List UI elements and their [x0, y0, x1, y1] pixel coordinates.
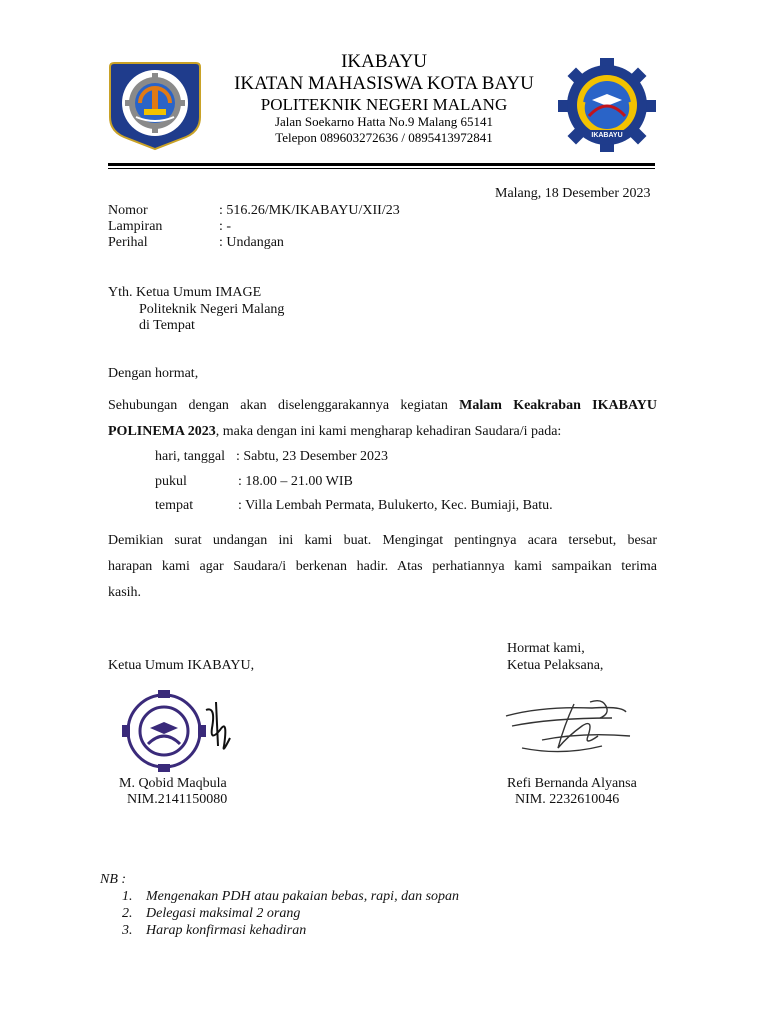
org-address: Jalan Soekarno Hatta No.9 Malang 65141 [274, 114, 494, 129]
recipient-line3: di Tempat [139, 318, 195, 333]
meta-label-perihal: Perihal [108, 235, 148, 250]
meta-label-nomor: Nomor [108, 203, 148, 218]
signer-right-title: Ketua Pelaksana, [507, 658, 604, 673]
detail-value-date: : Sabtu, 23 Desember 2023 [236, 449, 389, 464]
body-paragraph-closing [108, 528, 657, 606]
ikabayu-stamp-icon [120, 688, 240, 774]
meta-value-lampiran: : - [219, 219, 232, 234]
signer-right-greeting: Hormat kami, [507, 641, 585, 656]
detail-value-time: : 18.00 – 21.00 WIB [238, 474, 353, 489]
event-name-part2: POLINEMA 2023 [108, 424, 216, 439]
signer-right-nim: NIM. 2232610046 [515, 792, 620, 807]
closing-line2: harapan kami agar Saudara/i berkenan hadir. Atas perhatiannya kami sampaikan terima [108, 559, 657, 574]
recipient-line2: Politeknik Negeri Malang [139, 302, 285, 317]
greeting: Dengan hormat, [108, 366, 199, 381]
meta-value-perihal: : Undangan [219, 235, 284, 250]
institution-name: POLITEKNIK NEGERI MALANG [260, 95, 508, 114]
closing-line3: kasih. [108, 585, 142, 600]
org-short-name: IKABAYU [341, 51, 427, 72]
body-paragraph-intro [108, 393, 657, 445]
signer-left-nim: NIM.2141150080 [127, 792, 228, 807]
detail-label-place: tempat [155, 498, 194, 513]
place-date: Malang, 18 Desember 2023 [495, 186, 651, 201]
letterhead-rule-thin [108, 168, 655, 169]
handwritten-signature-icon [502, 696, 634, 760]
notes-list [122, 888, 459, 939]
signer-left-title: Ketua Umum IKABAYU, [108, 658, 255, 673]
notes-heading: NB : [100, 872, 127, 887]
body-intro-line2: POLINEMA 2023, maka dengan ini kami mengharap kehadiran Saudara/i pada: [108, 424, 562, 439]
recipient-line1: Yth. Ketua Umum IMAGE [108, 285, 262, 300]
note-item: 1. Mengenakan PDH atau pakaian bebas, rapi, dan sopan [122, 889, 460, 904]
ikabayu-logo-label: IKABAYU [591, 132, 623, 139]
meta-value-nomor: : 516.26/MK/IKABAYU/XII/23 [219, 203, 400, 218]
detail-value-place: : Villa Lembah Permata, Bulukerto, Kec. Bumiaji, Batu. [238, 498, 553, 513]
closing-line1: Demikian surat undangan ini kami buat. Mengingat pentingnya acara tersebut, besar [108, 533, 657, 548]
note-item: 3. Harap konfirmasi kehadiran [122, 923, 307, 938]
letterhead-rule-thick [108, 163, 655, 166]
meta-label-lampiran: Lampiran [108, 219, 163, 234]
note-item: 2. Delegasi maksimal 2 orang [122, 906, 301, 921]
signer-right-name: Refi Bernanda Alyansa [507, 776, 637, 791]
org-phone: Telepon 089603272636 / 0895413972841 [275, 130, 493, 145]
org-full-name: IKATAN MAHASISWA KOTA BAYU [234, 73, 534, 94]
detail-label-date: hari, tanggal [155, 449, 225, 464]
signer-left-name: M. Qobid Maqbula [119, 776, 227, 791]
body-intro-line1: Sehubungan dengan akan diselenggarakannya kegiatan Malam Keakraban IKABAYU [108, 398, 657, 413]
detail-label-time: pukul [155, 474, 187, 489]
event-name-part1: Malam Keakraban IKABAYU [459, 398, 657, 413]
